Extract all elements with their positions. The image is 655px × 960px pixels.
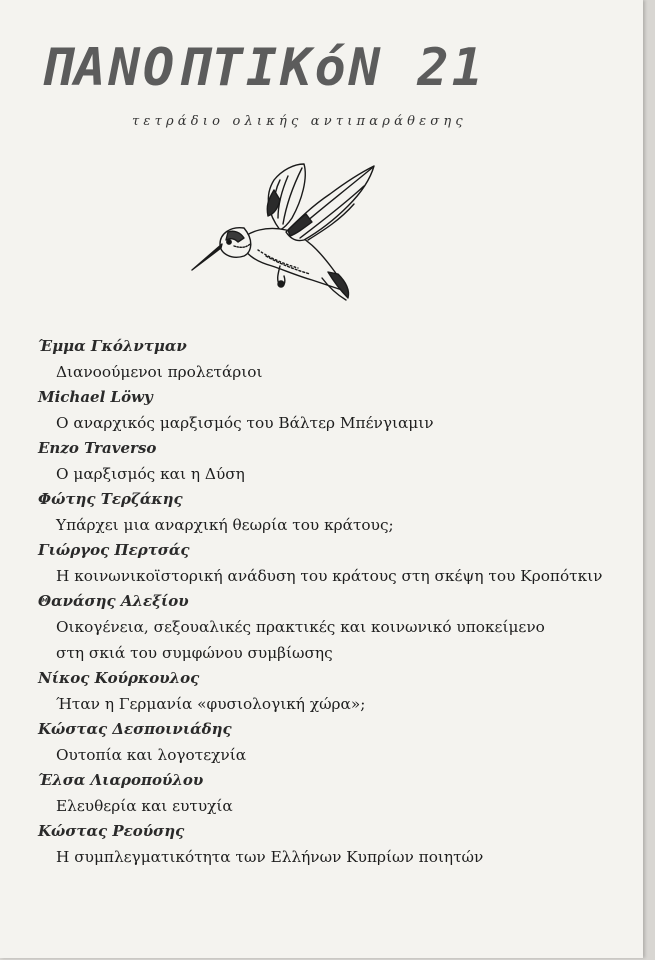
article-title: Ελευθερία και ευτυχία [56, 797, 233, 815]
magazine-title: ΠΑΝΟΠΤΙΚόΝ 21 [40, 38, 486, 98]
author-name: Έλσα Λιαροπούλου [38, 771, 204, 789]
toc-entry [0, 487, 643, 538]
author-name: Κώστας Ρεούσης [38, 822, 185, 840]
author-name: Michael Löwy [38, 388, 153, 406]
article-title: Διανοούμενοι προλετάριοι [56, 363, 263, 381]
author-name: Enzo Traverso [38, 439, 157, 457]
article-title: Ουτοπία και λογοτεχνία [56, 746, 247, 764]
toc-entry [0, 385, 643, 436]
author-name: Κώστας Δεσποινιάδης [38, 720, 232, 738]
toc-entry [0, 334, 643, 385]
table-of-contents [0, 334, 643, 870]
article-title: Οικογένεια, σεξουαλικές πρακτικές και κοινωνικό υποκείμενο στη σκιά του συμφώνου συμβίωσης [56, 618, 545, 662]
article-title: Ο αναρχικός μαρξισμός του Βάλτερ Μπένγιαμιν [56, 414, 434, 432]
toc-entry [0, 436, 643, 487]
author-name: Γιώργος Περτσάς [38, 541, 190, 559]
article-title: Ο μαρξισμός και η Δύση [56, 465, 245, 483]
article-title: Υπάρχει μια αναρχική θεωρία του κράτους; [56, 516, 394, 534]
toc-entry [0, 538, 643, 589]
author-name: Έμμα Γκόλντμαν [38, 337, 187, 355]
toc-entry [0, 589, 643, 666]
magazine-subtitle: τετράδιο ολικής αντιπαράθεσης [132, 114, 467, 129]
article-title: Ήταν η Γερμανία «φυσιολογική χώρα»; [56, 695, 366, 713]
toc-entry [0, 666, 643, 717]
article-title: Η συμπλεγματικότητα των Ελλήνων Κυπρίων ποιητών [56, 848, 484, 866]
toc-entry [0, 717, 643, 768]
hummingbird-icon [188, 160, 380, 305]
toc-entry [0, 768, 643, 819]
author-name: Νίκος Κούρκουλος [38, 669, 200, 687]
author-name: Φώτης Τερζάκης [38, 490, 183, 508]
toc-entry [0, 819, 643, 870]
author-name: Θανάσης Αλεξίου [38, 592, 189, 610]
article-title: Η κοινωνικοϊστορική ανάδυση του κράτους στη σκέψη του Κροπότκιν [56, 567, 603, 585]
